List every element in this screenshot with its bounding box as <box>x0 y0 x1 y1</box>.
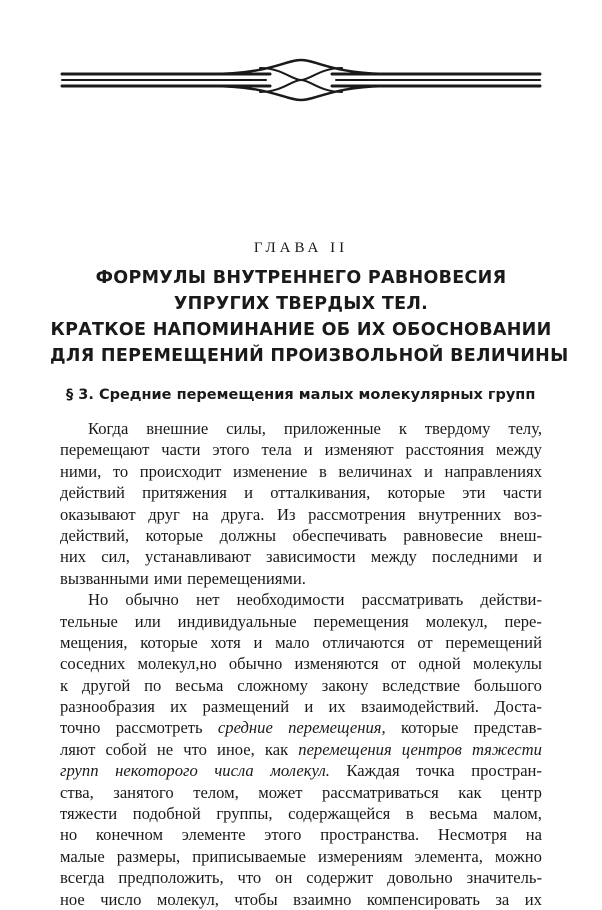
word: изменяют <box>324 440 394 460</box>
body-text <box>60 418 542 910</box>
word: весьма <box>429 804 478 824</box>
text-line <box>60 846 542 867</box>
word: представ- <box>473 718 542 738</box>
word: ими <box>153 568 183 588</box>
text-line <box>60 461 542 482</box>
word: перемещения <box>313 611 409 631</box>
text-line <box>60 782 542 803</box>
word: на <box>192 504 209 524</box>
text-line <box>60 589 542 610</box>
word: другой <box>81 675 131 695</box>
word: одной <box>418 654 461 674</box>
word: ляют <box>60 739 96 759</box>
word: индивидуальные <box>177 611 297 631</box>
chapter-title-line: ДЛЯ ПЕРЕМЕЩЕНИЙ ПРОИЗВОЛЬНОЙ ВЕЛИЧИНЫ <box>50 346 569 366</box>
word: можно <box>494 846 542 866</box>
text-line <box>60 653 542 674</box>
word: элементе <box>181 825 246 845</box>
text-line <box>60 717 542 738</box>
text-line <box>60 696 542 717</box>
word: он <box>275 868 293 888</box>
word: которые <box>387 483 445 503</box>
word: группы, <box>216 804 273 824</box>
word: подобной <box>132 804 201 824</box>
word: содержащейся <box>288 804 391 824</box>
word: содержит <box>306 868 374 888</box>
word: и <box>303 440 313 460</box>
word: рассматриваться <box>322 782 439 802</box>
word: малые <box>60 846 105 866</box>
word: вызванными <box>60 568 149 588</box>
word: Но <box>88 590 109 610</box>
word: вследствие <box>382 675 460 695</box>
word: перемещения, <box>288 718 386 738</box>
word: компенсировать <box>366 889 480 909</box>
word: тяжести <box>60 804 118 824</box>
word: от <box>417 632 433 652</box>
word: размещений <box>202 697 290 717</box>
word: весьма <box>175 675 224 695</box>
word: перемещают <box>60 440 150 460</box>
word: нет <box>195 590 220 610</box>
word: телом, <box>193 782 239 802</box>
word: иное, <box>217 739 255 759</box>
word: молекул, <box>425 611 488 631</box>
word: размеры, <box>116 846 181 866</box>
word: равновесие <box>403 525 484 545</box>
word: должны <box>219 525 276 545</box>
word: по <box>144 675 162 695</box>
word: зависимости <box>266 547 356 567</box>
word: изменение <box>232 461 308 481</box>
word: притяжения <box>142 483 227 503</box>
word: соседних <box>60 654 126 674</box>
word: их <box>524 889 542 909</box>
text-line <box>60 739 542 760</box>
word: или <box>134 611 161 631</box>
word: приписываемые <box>192 846 306 866</box>
word: закону <box>321 675 369 695</box>
word: ное <box>60 889 85 909</box>
word: число <box>100 889 142 909</box>
word: оказывают <box>60 504 136 524</box>
text-line <box>60 760 542 781</box>
text-line <box>60 504 542 525</box>
word: внутренних <box>418 504 502 524</box>
word: между <box>370 547 417 567</box>
word: рассмотрения <box>308 504 406 524</box>
word: как <box>264 739 289 759</box>
word: Доста- <box>494 697 542 717</box>
word: и <box>304 697 314 717</box>
word: простран- <box>471 761 542 781</box>
word: точка <box>416 761 455 781</box>
word: молекул,но <box>137 654 217 674</box>
word: последними <box>431 547 518 567</box>
word: и <box>533 547 542 567</box>
word: необходимости <box>236 590 345 610</box>
word: отличаются <box>322 632 405 652</box>
word: разнообразия <box>60 697 155 717</box>
word: обеспечивать <box>292 525 387 545</box>
word: твердому <box>424 419 491 438</box>
word: действи- <box>480 590 542 610</box>
word: сил, <box>101 547 130 567</box>
word: Каждая <box>346 761 400 781</box>
word: перемещений <box>445 632 542 652</box>
word: что <box>237 868 262 888</box>
word: которые <box>400 718 459 738</box>
word: центр <box>501 782 542 802</box>
word: некоторого <box>115 761 198 781</box>
word: точно <box>60 718 101 738</box>
word: приложенные <box>283 419 381 438</box>
word: их <box>328 697 346 717</box>
word: их <box>170 697 188 717</box>
section-heading: § 3. Средние перемещения малых молекулярных групп <box>66 387 536 403</box>
word: устанавливают <box>145 547 251 567</box>
word: не <box>156 739 174 759</box>
word: силы, <box>226 419 266 438</box>
text-line <box>60 824 542 845</box>
word: малом, <box>493 804 542 824</box>
word: занятого <box>113 782 174 802</box>
word: к <box>60 675 69 695</box>
word: как <box>458 782 482 802</box>
chapter-label: ГЛАВА II <box>253 240 349 256</box>
word: то <box>112 461 129 481</box>
text-line <box>60 525 542 546</box>
word: в <box>405 804 414 824</box>
text-line <box>60 675 542 696</box>
text-line <box>60 418 542 439</box>
word: мещения, <box>60 632 128 652</box>
word: за <box>495 889 510 909</box>
word: и <box>244 483 253 503</box>
word: воз- <box>513 504 542 524</box>
chapter-title <box>50 265 569 369</box>
text-line <box>60 439 542 460</box>
chapter-title-line: ФОРМУЛЫ ВНУТРЕННЕГО РАВНОВЕСИЯ <box>95 268 507 288</box>
word: пространства. <box>320 825 420 845</box>
word: элемента, <box>414 846 483 866</box>
chapter-title-line: КРАТКОЕ НАПОМИНАНИЕ ОБ ИХ ОБОСНОВАНИИ <box>50 320 552 340</box>
word: части <box>502 483 542 503</box>
word: взаимно <box>293 889 352 909</box>
text-line <box>60 568 542 589</box>
word: внеш- <box>499 525 542 545</box>
word: всегда <box>60 868 105 888</box>
word: может <box>258 782 303 802</box>
word: молекул, <box>156 889 219 909</box>
word: которые <box>140 632 198 652</box>
word: отталкивания, <box>270 483 371 503</box>
word: обычно <box>228 654 283 674</box>
word: направлениях <box>444 461 542 481</box>
word: хотя <box>210 632 241 652</box>
text-line <box>60 611 542 632</box>
word: действий <box>60 483 125 503</box>
word: них <box>60 547 87 567</box>
word: перемещениями. <box>187 568 306 588</box>
word: эти <box>462 483 486 503</box>
word: Когда <box>88 419 129 438</box>
word: предположить, <box>118 868 224 888</box>
word: расстояния <box>405 440 484 460</box>
word: изменяются <box>294 654 379 674</box>
word: и <box>424 461 433 481</box>
word: друг <box>148 504 180 524</box>
word: рассмотреть <box>115 718 203 738</box>
word: к <box>398 419 407 438</box>
word: что <box>183 739 207 759</box>
word: этого <box>212 440 250 460</box>
word: величинах <box>338 461 413 481</box>
word: обычно <box>125 590 179 610</box>
word: собой <box>105 739 147 759</box>
word: этого <box>264 825 302 845</box>
word: тела <box>261 440 292 460</box>
word: довольно <box>387 868 453 888</box>
word: чтобы <box>234 889 278 909</box>
word: молекулы <box>472 654 542 674</box>
text-line <box>60 632 542 653</box>
word: средние <box>217 718 273 738</box>
word: рассматривать <box>361 590 464 610</box>
word: тяжести <box>472 739 542 759</box>
word: Из <box>276 504 296 524</box>
word: мало <box>275 632 310 652</box>
word: которые <box>145 525 204 545</box>
word: части <box>161 440 201 460</box>
word: перемещения <box>298 739 392 759</box>
word: Несмотря <box>437 825 508 845</box>
decorative-ornament <box>60 58 542 102</box>
text-line <box>60 867 542 888</box>
word: и <box>253 632 263 652</box>
word: от <box>390 654 407 674</box>
word: тельные <box>60 611 118 631</box>
word: на <box>525 825 542 845</box>
text-line <box>60 889 542 910</box>
word: пере- <box>504 611 542 631</box>
text-line <box>60 482 542 503</box>
word: происходит <box>139 461 222 481</box>
word: групп <box>60 761 99 781</box>
word: конечном <box>95 825 163 845</box>
word: друга. <box>221 504 265 524</box>
word: числа <box>214 761 254 781</box>
word: измерениям <box>318 846 403 866</box>
word: взаимодействий. <box>360 697 479 717</box>
word: между <box>495 440 542 460</box>
word: молекул. <box>270 761 330 781</box>
word: но <box>60 825 78 845</box>
text-line <box>60 803 542 824</box>
word: действий, <box>60 525 130 545</box>
word: ними, <box>60 461 102 481</box>
word: ства, <box>60 782 94 802</box>
chapter-title-line: УПРУГИХ ТВЕРДЫХ ТЕЛ. <box>173 294 429 314</box>
word: большого <box>473 675 542 695</box>
text-line <box>60 546 542 567</box>
word: телу, <box>508 419 542 438</box>
word: сложному <box>237 675 308 695</box>
word: внешние <box>146 419 209 438</box>
word: центров <box>401 739 462 759</box>
word: значитель- <box>466 868 542 888</box>
word: в <box>318 461 327 481</box>
